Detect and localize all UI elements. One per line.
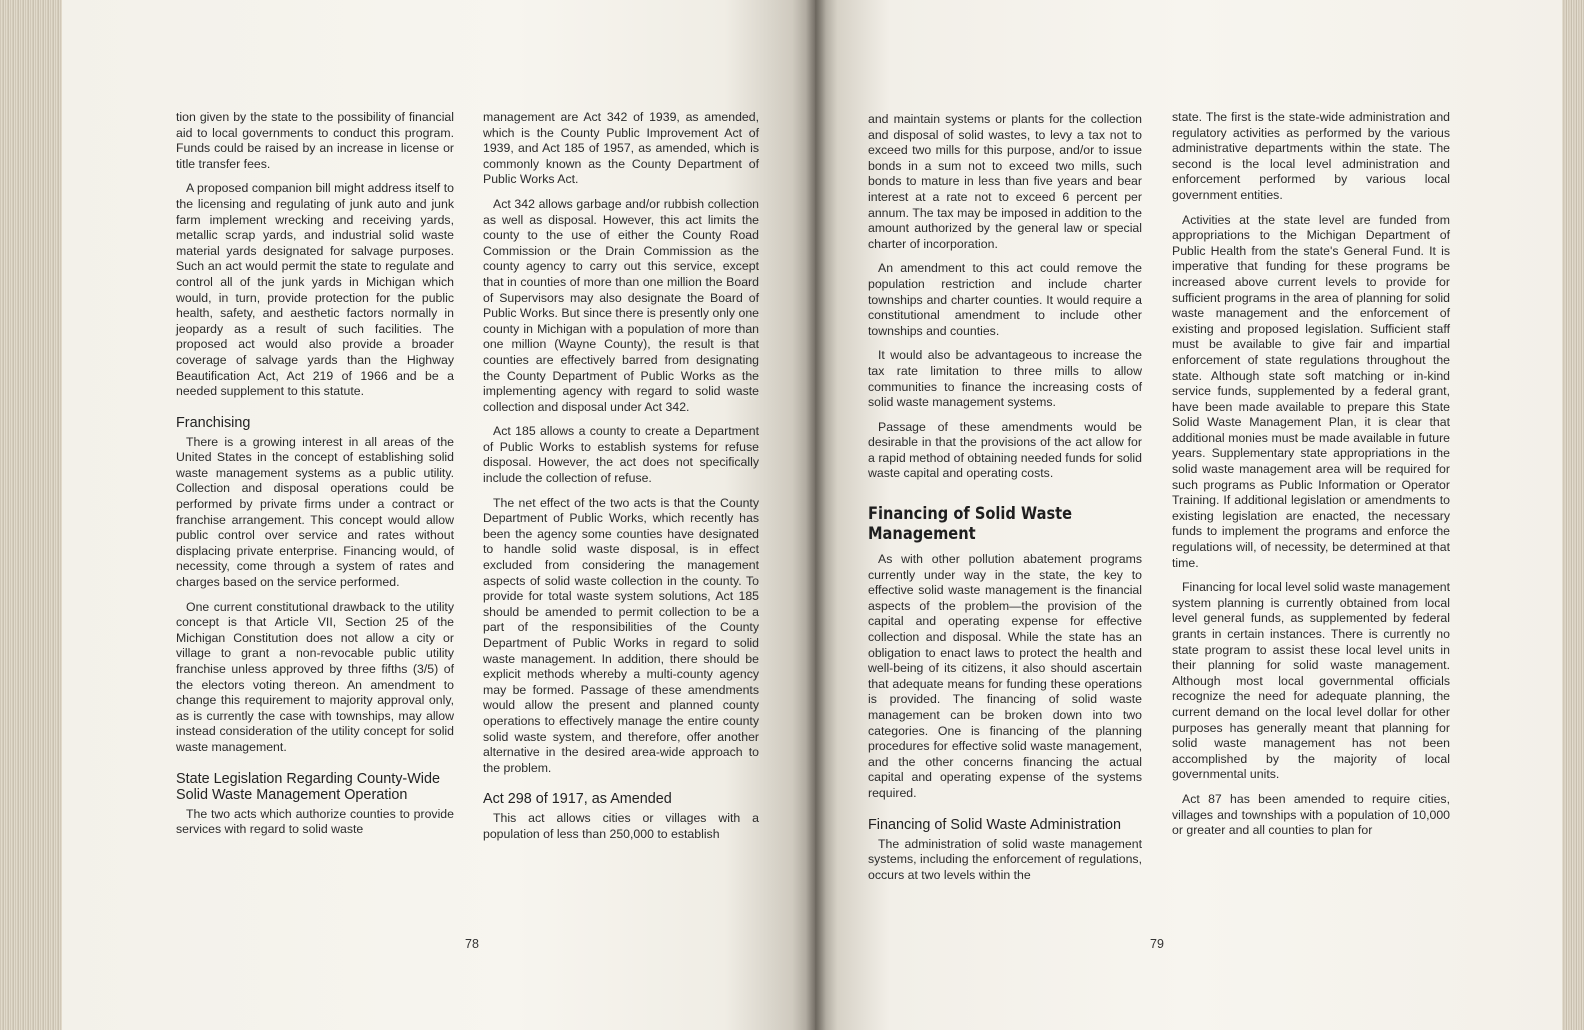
paragraph: It would also be advantageous to increase the tax rate limitation to three mills to allow communities to finance the increasing costs of solid waste management systems. — [868, 348, 1142, 410]
book-page-edges-left — [0, 0, 62, 1030]
paragraph: and maintain systems or plants for the collection and disposal of solid wastes, to levy a tax not to exceed two mills for this purpose, and/or to issue bonds in a sum not to exceed two mills, such bonds to mature in less than five years and bear interest at a rate not to exceed 6 percent per annum. The tax may be imposed in addition to the amount authorized by the general law or special charter of incorporation. — [868, 112, 1142, 251]
paragraph: A proposed companion bill might address itself to the licensing and regulating of junk auto and junk farm implement wrecking and receiving yards, metallic scrap yards, and industrial solid waste material yards designated for salvage purposes. Such an act would permit the state to regulate and control all of the junk yards in Michigan which would, in turn, provide protection for the public health, safety, and aesthetic factors normally in jeopardy as a result of such facilities. The proposed act would also provide a broader coverage of salvage yards than the Highway Beautification Act, Act 219 of 1966 and be a needed supplement to this statute. — [176, 181, 454, 399]
paragraph: The administration of solid waste management systems, including the enforcement of regulations, occurs at two levels within the — [868, 836, 1142, 882]
page-number-right: 79 — [1150, 937, 1164, 951]
left-page-column-2 — [483, 110, 759, 852]
paragraph: state. The first is the state-wide administration and regulatory activities as performed by the various administrative departments within the state. The second is the local level administration and enforcement performed by various local government entities. — [1172, 110, 1450, 202]
paragraph: Financing for local level solid waste management system planning is currently obtained from local level general funds, as supplemented by federal grants in certain instances. There is currently no state program to assist these local level units in their planning for solid waste management. Although most local governmental officials recognize the need for adequate planning, the current demand on the local level dollar for other purposes has generally meant that planning for solid waste management has not been accomplished by the majority of local governmental units. — [1172, 580, 1450, 782]
paragraph: Act 185 allows a county to create a Department of Public Works to establish systems for refuse disposal. However, the act does not specifically include the collection of refuse. — [483, 424, 759, 486]
section-heading-financing: Financing of Solid Waste Management — [868, 504, 1073, 545]
paragraph: This act allows cities or villages with a population of less than 250,000 to establish — [483, 811, 759, 841]
left-page-column-1 — [176, 110, 454, 847]
section-heading-act-298: Act 298 of 1917, as Amended — [483, 791, 672, 808]
paragraph: management are Act 342 of 1939, as amended, which is the County Public Improvement Act of 1939, and Act 185 of 1957, as amended, which is commonly known as the County Department of Public Works Act. — [483, 110, 759, 187]
paragraph: An amendment to this act could remove the population restriction and include charter townships and charter counties. It would require a constitutional amendment to include other townships and counties. — [868, 261, 1142, 338]
section-heading-franchising: Franchising — [176, 414, 251, 431]
paragraph: Act 342 allows garbage and/or rubbish collection as well as disposal. However, this act limits the county to the use of either the County Road Commission or the Drain Commission as the county agency to carry out this service, except that in counties of more than one million the Board of Supervisors may also designate the Board of Public Works. But since there is presently only one county in Michigan with a population of more than one million (Wayne County), the result is that counties are effectively barred from designating the County Department of Public Works as the implementing agency with regard to solid waste collection and disposal under Act 342. — [483, 196, 759, 414]
right-page-column-2 — [1172, 110, 1450, 848]
paragraph: As with other pollution abatement programs currently under way in the state, the key to effective solid waste management is the financial aspects of the problem—the provision of the capital and operating expense for effective collection and disposal. While the state has an obligation to enact laws to protect the health and well-being of its citizens, it also should ascertain that adequate means for funding these operations is provided. The financing of solid waste management can be broken down into two categories. One is financing of the planning procedures for effective solid waste management, and the other concerns financing the actual capital and operating expense of the systems required. — [868, 552, 1142, 800]
paragraph: The two acts which authorize counties to provide services with regard to solid waste — [176, 806, 454, 837]
paragraph: tion given by the state to the possibility of financial aid to local governments to conduct this program. Funds could be raised by an increase in license or title transfer fees. — [176, 110, 454, 171]
right-page-column-1 — [868, 112, 1142, 892]
paragraph: There is a growing interest in all areas of the United States in the concept of establishing solid waste management systems as a public utility. Collection and disposal operations could be performed by private firms under a contract or franchise arrangement. This concept would allow public control over service and rates without displacing private enterprise. Financing would, of necessity, come through a system of rates and charges based on the service performed. — [176, 434, 454, 590]
paragraph: Act 87 has been amended to require cities, villages and townships with a population of 10,000 or greater and all counties to plan for — [1172, 791, 1450, 838]
page-number-left: 78 — [465, 937, 479, 951]
paragraph: One current constitutional drawback to the utility concept is that Article VII, Section 25 of the Michigan Constitution does not allow a city or village to grant a non-revocable public utility franchise unless approved by three fifths (3/5) of the electors voting thereon. An amendment to change this requirement to majority approval only, as is currently the case with townships, may allow instead consideration of the utility concept for solid waste management. — [176, 599, 454, 754]
book-page-edges-right — [1562, 0, 1584, 1030]
section-heading-financing-administration: Financing of Solid Waste Administration — [868, 816, 1122, 833]
paragraph: Passage of these amendments would be desirable in that the provisions of the act allow for a rapid method of obtaining needed funds for solid waste capital and operating costs. — [868, 419, 1142, 481]
paragraph: The net effect of the two acts is that the County Department of Public Works, which recently has been the agency some counties have designated to handle solid waste disposal, is in effect excluded from considering the management aspects of solid waste collection in the county. To provide for total waste system solutions, Act 185 should be amended to permit collection to be a part of the responsibilities of the County Department of Public Works in regard to solid waste management. In addition, there should be explicit methods whereby a multi-county agency may be formed. Passage of these amendments would allow the present and planned county operations to effectively manage the entire county solid waste system, and therefore, offer another alternative in the desired area-wide approach to the problem. — [483, 495, 759, 775]
book-gutter — [806, 0, 826, 1030]
section-heading-state-legislation: State Legislation Regarding County-Wide Solid Waste Management Operation — [176, 770, 440, 803]
paragraph: Activities at the state level are funded from appropriations to the Michigan Department of Public Health from the state's General Fund. It is imperative that funding for these programs be increased above current levels to provide for sufficient programs in the area of planning for solid waste management and the enforcement of existing and proposed legislation. Sufficient staff must be available to give fair and impartial enforcement of state regulations throughout the state. Although state soft matching or in-kind service funds, supplemented by a federal grant, have been made available to prepare this State Solid Waste Management Plan, it is clear that additional monies must be made available in future years. Supplementary state appropriations in the solid waste management area will be required for such programs as Public Information or Operator Training. If additional legislation or amendments to existing legislation are enacted, the necessary funds to implement the programs and enforce the regulations will, of necessity, be determined at that time. — [1172, 212, 1450, 570]
